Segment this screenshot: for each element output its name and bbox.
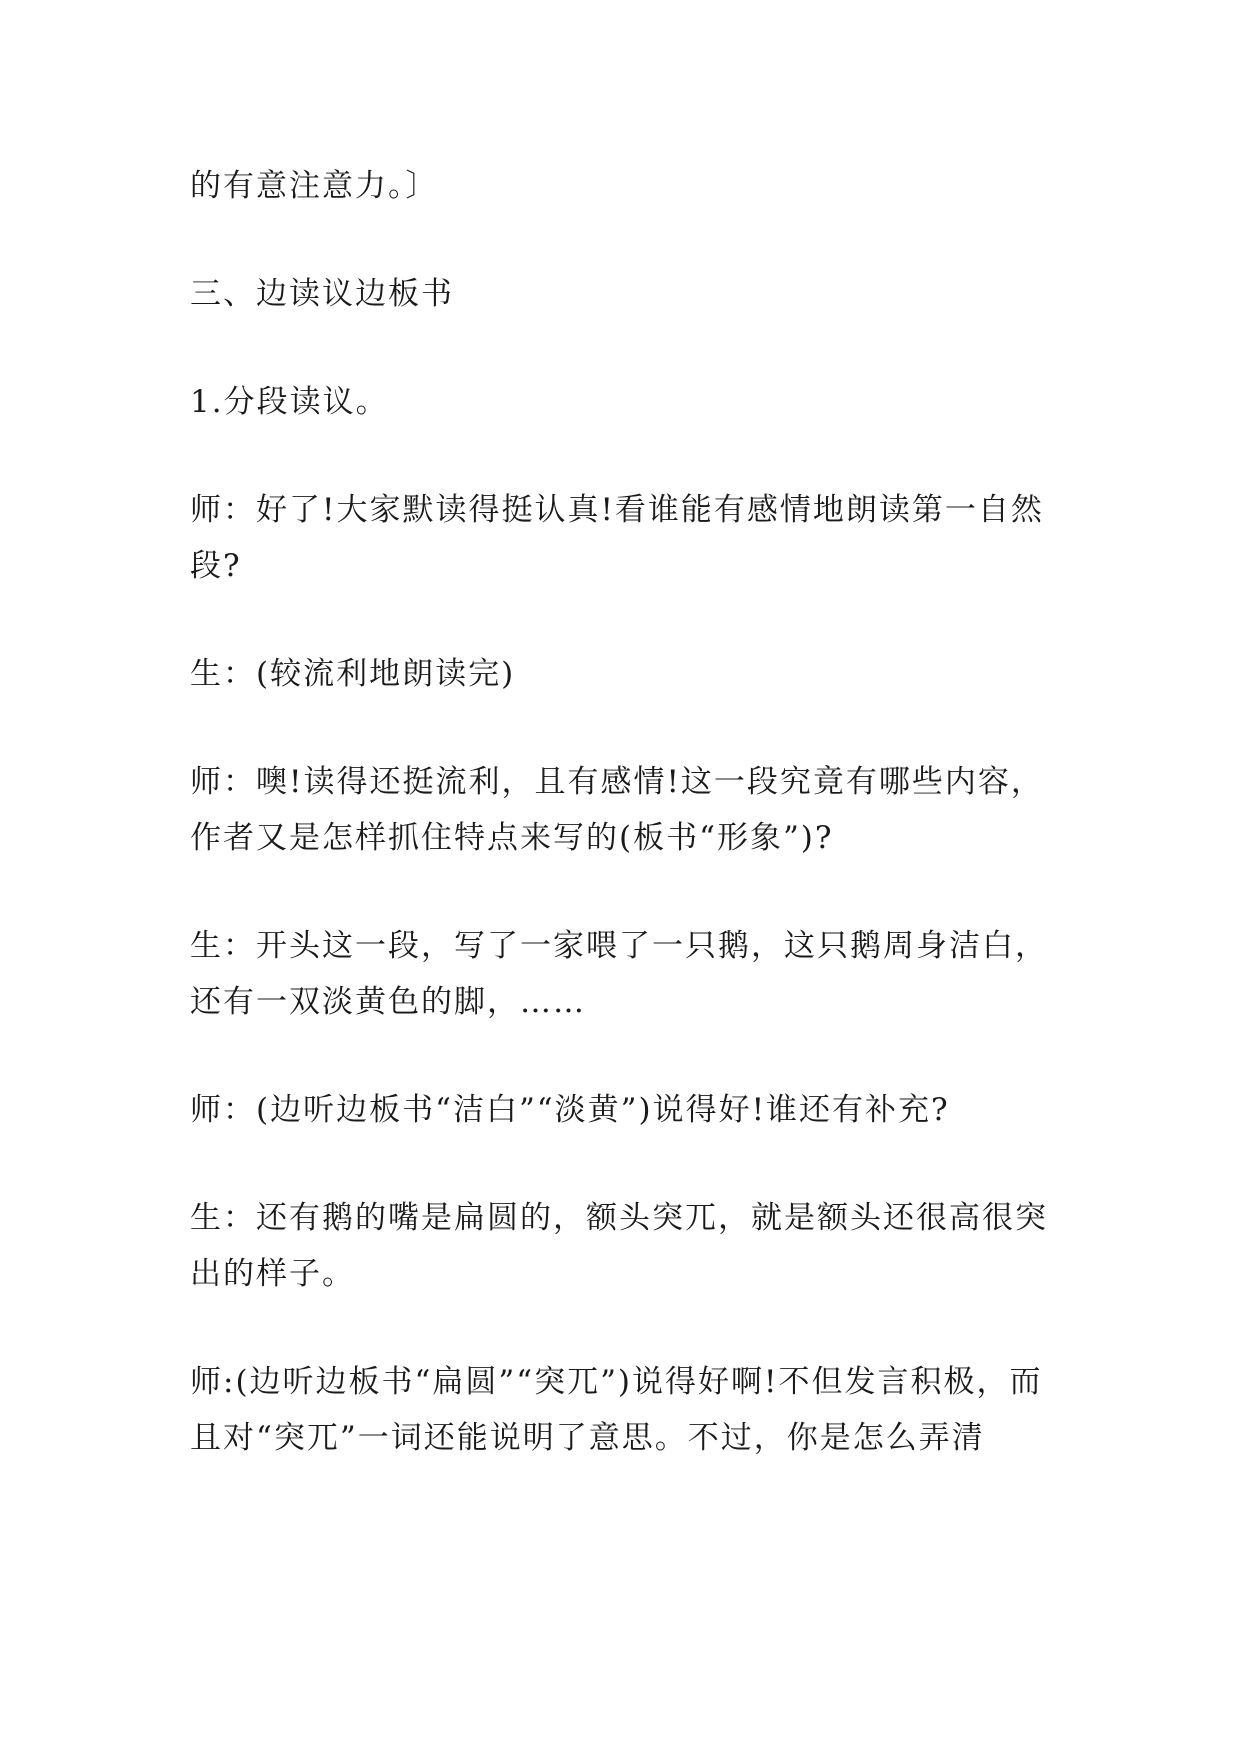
paragraph: 的有意注意力。〕 <box>190 168 439 204</box>
section-heading: 三、边读议边板书 <box>190 276 454 312</box>
paragraph: 师：好了!大家默读得挺认真!看谁能有感情地朗读第一自然段? <box>190 492 1044 584</box>
document-body <box>190 158 1070 1518</box>
paragraph: 生：还有鹅的嘴是扁圆的，额头突兀，就是额头还很高很突出的样子。 <box>190 1200 1048 1292</box>
paragraph: 师:(边听边板书“扁圆”“突兀”)说得好啊!不但发言积极，而且对“突兀”一词还能说明了意思。不过，你是怎么弄清 <box>190 1364 1043 1456</box>
paragraph: 生：开头这一段，写了一家喂了一只鹅，这只鹅周身洁白，还有一双淡黄色的脚，…… <box>190 928 1048 1020</box>
paragraph: 生：(较流利地朗读完) <box>190 656 516 692</box>
paragraph: 师：(边听边板书“洁白”“淡黄”)说得好!谁还有补充? <box>190 1092 950 1128</box>
paragraph: 师：噢!读得还挺流利，且有感情!这一段究竟有哪些内容，作者又是怎样抓住特点来写的(板书“形象”)? <box>190 764 1044 856</box>
subsection-heading: 1.分段读议。 <box>190 384 389 420</box>
